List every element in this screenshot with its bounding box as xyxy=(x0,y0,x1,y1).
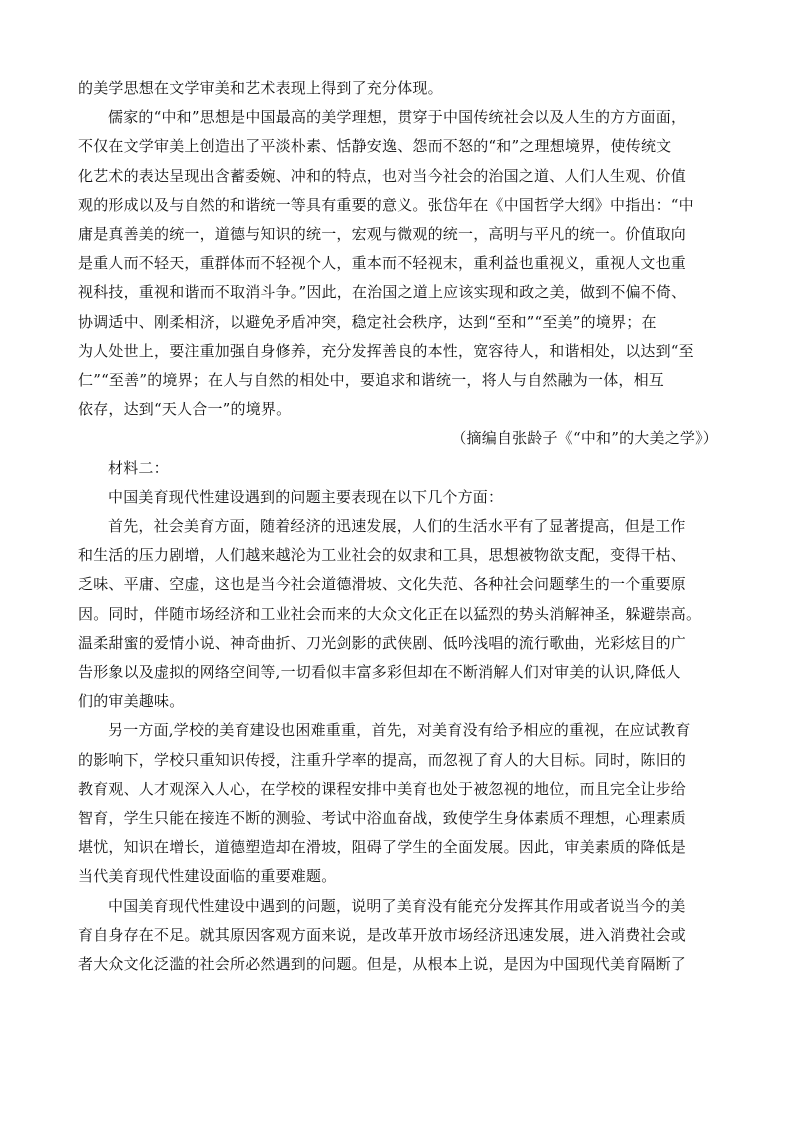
text-line: 告形象以及虚拟的网络空间等,一切看似丰富多彩但却在不断消解人们对审美的认识,降低人 xyxy=(78,663,681,682)
text-line: 和生活的压力剧增，人们越来越沦为工业社会的奴隶和工具，思想被物欲支配，变得干枯、 xyxy=(78,546,687,565)
text-line: 观的形成以及与自然的和谐统一等具有重要的意义。张岱年在《中国哲学大纲》中指出：“中 xyxy=(78,195,694,214)
text-line: 依存，达到“天人合一”的境界。 xyxy=(78,400,292,419)
paragraph-start-line: 另一方面,学校的美育建设也困难重重，首先，对美育没有给予相应的重视，在应试教育 xyxy=(108,721,691,740)
paragraph-start-line: 中国美育现代性建设遇到的问题主要表现在以下几个方面： xyxy=(108,487,504,506)
text-line: 为人处世上，要注重加强自身修养，充分发挥善良的本性，宽容待人，和谐相处，以达到“至 xyxy=(78,341,694,360)
text-line: 化艺术的表达呈现出含蓄委婉、冲和的特点，也对当今社会的治国之道、人们人生观、价值 xyxy=(78,166,687,185)
text-line: 当代美育现代性建设面临的重要难题。 xyxy=(78,867,337,886)
text-line: 智育，学生只能在接连不断的测验、考试中浴血奋战，致使学生身体素质不理想，心理素质 xyxy=(78,809,687,828)
text-line: 堪忧，知识在增长，道德塑造却在滑坡，阻碍了学生的全面发展。因此，审美素质的降低是 xyxy=(78,838,687,857)
text-line: 乏味、平庸、空虚，这也是当今社会道德滑坡、文化失范、各种社会问题孳生的一个重要原 xyxy=(78,575,687,594)
section-heading: 材料二： xyxy=(108,458,169,477)
text-line: 协调适中、刚柔相济，以避免矛盾冲突，稳定社会秩序，达到“至和”“至美”的境界；在 xyxy=(78,312,657,331)
text-line: 教育观、人才观深入人心，在学校的课程安排中美育也处于被忽视的地位，而且完全让步给 xyxy=(78,779,687,798)
source-citation: （摘编自张龄子《“中和”的大美之学》） xyxy=(451,429,718,448)
text-line: 是重人而不轻天，重群体而不轻视个人，重本而不轻视末，重利益也重视义，重视人文也重 xyxy=(78,254,687,273)
text-line: 们的审美趣味。 xyxy=(78,692,185,711)
text-line: 视科技，重视和谐而不取消斗争。”因此，在治国之道上应该实现和政之美，做到不偏不倚、 xyxy=(78,283,687,302)
paragraph-start-line: 中国美育现代性建设中遇到的问题，说明了美育没有能充分发挥其作用或者说当今的美 xyxy=(108,896,686,915)
document-body xyxy=(78,74,718,979)
paragraph-start-line: 首先，社会美育方面，随着经济的迅速发展，人们的生活水平有了显著提高，但是工作 xyxy=(108,517,686,536)
text-line: 育自身存在不足。就其原因客观方面来说，是改革开放市场经济迅速发展，进入消费社会或 xyxy=(78,925,687,944)
text-line: 庸是真善美的统一，道德与知识的统一，宏观与微观的统一，高明与平凡的统一。价值取向 xyxy=(78,225,687,244)
text-line: 不仅在文学审美上创造出了平淡朴素、恬静安逸、怨而不怒的“和”之理想境界，使传统文 xyxy=(78,137,672,156)
text-line: 者大众文化泛滥的社会所必然遇到的问题。但是，从根本上说，是因为中国现代美育隔断了 xyxy=(78,955,687,974)
text-line: 温柔甜蜜的爱情小说、神奇曲折、刀光剑影的武侠剧、低吟浅唱的流行歌曲，光彩炫目的广 xyxy=(78,633,687,652)
text-line: 仁”“至善”的境界；在人与自然的相处中，要追求和谐统一，将人与自然融为一体，相互 xyxy=(78,371,665,390)
text-line: 的美学思想在文学审美和艺术表现上得到了充分体现。 xyxy=(78,79,443,97)
text-line: 因。同时，伴随市场经济和工业社会而来的大众文化正在以猛烈的势头消解神圣，躲避崇高。 xyxy=(78,604,702,623)
paragraph-start-line: 儒家的“中和”思想是中国最高的美学理想，贯穿于中国传统社会以及人生的方方面面， xyxy=(108,108,687,127)
text-line: 的影响下，学校只重知识传授，注重升学率的提高，而忽视了育人的大目标。同时，陈旧的 xyxy=(78,750,687,769)
